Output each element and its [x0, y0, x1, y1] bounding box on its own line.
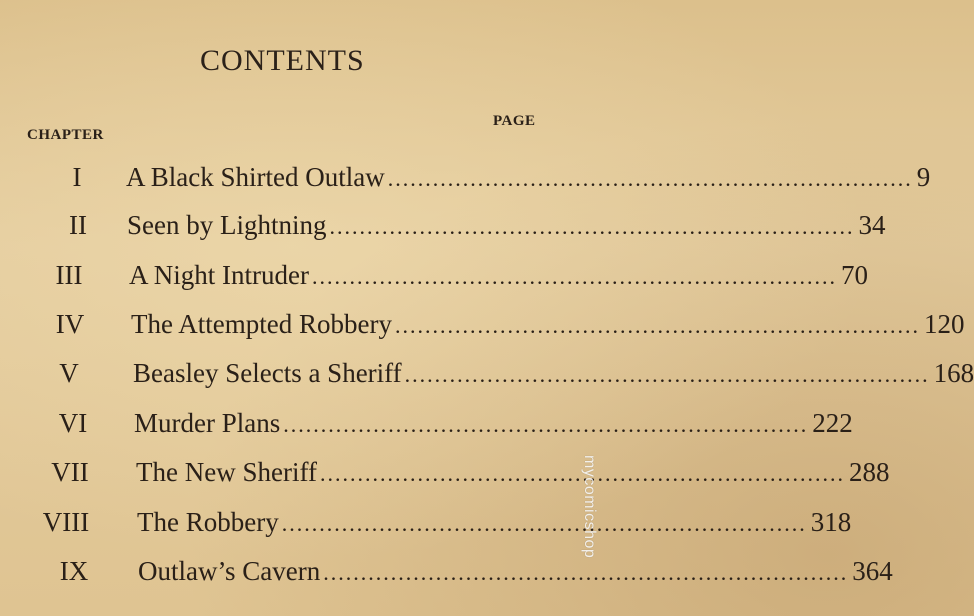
chapter-entry: [126, 162, 931, 193]
chapter-page: 318: [810, 507, 852, 537]
chapter-number: IX: [59, 556, 89, 586]
dot-leader: ......................................................................: [404, 362, 930, 387]
toc-row-9: [0, 556, 893, 596]
chapter-title: Murder Plans: [134, 408, 281, 438]
chapter-title: The New Sheriff: [136, 457, 317, 487]
page-title: CONTENTS: [200, 44, 365, 77]
toc-row-6: [0, 408, 853, 448]
toc-row-1: [0, 162, 931, 202]
watermark-text: mycomicshop: [581, 455, 598, 559]
dot-leader: ......................................................................: [281, 511, 807, 536]
chapter-title: A Night Intruder: [129, 260, 309, 290]
chapter-entry: [127, 210, 886, 241]
chapter-page: 364: [852, 556, 893, 586]
chapter-page: 9: [916, 162, 931, 192]
dot-leader: ......................................................................: [283, 412, 809, 437]
page-column-header: PAGE: [493, 113, 536, 129]
chapter-page: 120: [923, 309, 965, 339]
toc-row-4: [0, 309, 965, 349]
dot-leader: ......................................................................: [329, 214, 855, 239]
chapter-title: Beasley Selects a Sheriff: [133, 358, 402, 388]
toc-row-2: [0, 210, 886, 250]
chapter-title: The Robbery: [137, 507, 279, 537]
chapter-column-header: CHAPTER: [27, 127, 104, 143]
chapter-number: VI: [58, 408, 88, 438]
chapter-title: Seen by Lightning: [127, 210, 327, 240]
chapter-number: IV: [55, 309, 85, 339]
toc-row-8: [0, 507, 852, 547]
toc-row-7: [0, 457, 890, 497]
toc-row-5: [0, 358, 974, 398]
chapter-number: VII: [51, 457, 89, 487]
chapter-entry: [137, 507, 852, 538]
chapter-title: The Attempted Robbery: [131, 309, 392, 339]
chapter-page: 168: [933, 358, 974, 388]
dot-leader: ......................................................................: [323, 560, 849, 585]
dot-leader: ......................................................................: [311, 264, 837, 289]
dot-leader: ......................................................................: [394, 313, 920, 338]
chapter-title: Outlaw’s Cavern: [138, 556, 321, 586]
chapter-entry: [138, 556, 893, 587]
chapter-page: 288: [848, 457, 890, 487]
dot-leader: ......................................................................: [387, 166, 913, 191]
chapter-title: A Black Shirted Outlaw: [126, 162, 385, 192]
chapter-entry: [129, 260, 868, 291]
chapter-entry: [136, 457, 890, 488]
chapter-page: 34: [858, 210, 886, 240]
chapter-number: V: [59, 358, 79, 388]
chapter-entry: [133, 358, 974, 389]
chapter-number: I: [72, 162, 82, 192]
chapter-entry: [131, 309, 965, 340]
chapter-page: 222: [812, 408, 853, 438]
chapter-number: VIII: [42, 507, 90, 537]
chapter-number: III: [55, 260, 83, 290]
chapter-page: 70: [840, 260, 868, 290]
chapter-number: II: [69, 210, 87, 240]
dot-leader: ......................................................................: [319, 461, 845, 486]
toc-row-3: [0, 260, 868, 300]
chapter-entry: [134, 408, 853, 439]
